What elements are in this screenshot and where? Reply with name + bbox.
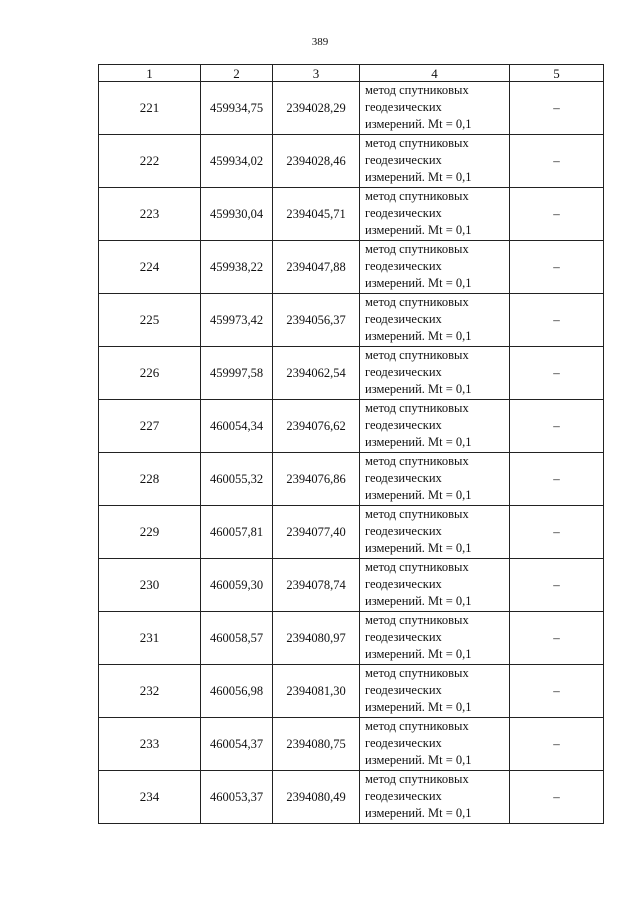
method-line: измерений. Mt = 0,1 (365, 435, 472, 449)
table-row (99, 347, 604, 400)
y-coordinate-cell: 2394080,49 (273, 771, 360, 824)
column-5-cell: – (510, 241, 604, 294)
method-cell (360, 665, 510, 718)
table-row (99, 188, 604, 241)
method-line: метод спутниковых (365, 295, 469, 309)
method-line: измерений. Mt = 0,1 (365, 329, 472, 343)
point-number-cell: 225 (99, 294, 201, 347)
y-coordinate-cell: 2394077,40 (273, 506, 360, 559)
coordinates-table (98, 64, 604, 824)
method-line: измерений. Mt = 0,1 (365, 541, 472, 555)
method-line: измерений. Mt = 0,1 (365, 276, 472, 290)
table-row (99, 135, 604, 188)
y-coordinate-cell: 2394062,54 (273, 347, 360, 400)
table-header-row (99, 65, 604, 82)
method-line: геодезических (365, 789, 442, 803)
point-number-cell: 226 (99, 347, 201, 400)
column-5-cell: – (510, 400, 604, 453)
method-line: метод спутниковых (365, 348, 469, 362)
method-line: измерений. Mt = 0,1 (365, 594, 472, 608)
method-line: геодезических (365, 100, 442, 114)
point-number-cell: 222 (99, 135, 201, 188)
table-row (99, 82, 604, 135)
y-coordinate-cell: 2394080,75 (273, 718, 360, 771)
y-coordinate-cell: 2394028,29 (273, 82, 360, 135)
method-cell (360, 771, 510, 824)
y-coordinate-cell: 2394056,37 (273, 294, 360, 347)
method-line: метод спутниковых (365, 401, 469, 415)
method-line: геодезических (365, 630, 442, 644)
column-5-cell: – (510, 135, 604, 188)
column-5-cell: – (510, 718, 604, 771)
y-coordinate-cell: 2394076,86 (273, 453, 360, 506)
method-line: измерений. Mt = 0,1 (365, 117, 472, 131)
method-line: геодезических (365, 206, 442, 220)
y-coordinate-cell: 2394028,46 (273, 135, 360, 188)
column-5-cell: – (510, 347, 604, 400)
page-number: 389 (311, 36, 329, 48)
column-5-cell: – (510, 294, 604, 347)
x-coordinate-cell: 460054,37 (201, 718, 273, 771)
method-line: метод спутниковых (365, 454, 469, 468)
x-coordinate-cell: 460057,81 (201, 506, 273, 559)
column-header: 1 (99, 65, 201, 82)
method-cell (360, 135, 510, 188)
point-number-cell: 231 (99, 612, 201, 665)
x-coordinate-cell: 460055,32 (201, 453, 273, 506)
method-cell (360, 718, 510, 771)
x-coordinate-cell: 460054,34 (201, 400, 273, 453)
method-line: геодезических (365, 683, 442, 697)
y-coordinate-cell: 2394047,88 (273, 241, 360, 294)
method-line: геодезических (365, 312, 442, 326)
method-line: геодезических (365, 471, 442, 485)
method-line: метод спутниковых (365, 666, 469, 680)
method-line: метод спутниковых (365, 719, 469, 733)
column-5-cell: – (510, 506, 604, 559)
x-coordinate-cell: 459930,04 (201, 188, 273, 241)
method-line: измерений. Mt = 0,1 (365, 488, 472, 502)
method-cell (360, 188, 510, 241)
x-coordinate-cell: 459973,42 (201, 294, 273, 347)
x-coordinate-cell: 460053,37 (201, 771, 273, 824)
method-cell (360, 453, 510, 506)
table-row (99, 241, 604, 294)
method-line: измерений. Mt = 0,1 (365, 647, 472, 661)
table-row (99, 771, 604, 824)
point-number-cell: 221 (99, 82, 201, 135)
method-cell (360, 347, 510, 400)
method-line: измерений. Mt = 0,1 (365, 700, 472, 714)
table-row (99, 665, 604, 718)
x-coordinate-cell: 459934,02 (201, 135, 273, 188)
x-coordinate-cell: 459938,22 (201, 241, 273, 294)
method-cell (360, 559, 510, 612)
column-5-cell: – (510, 82, 604, 135)
method-cell (360, 294, 510, 347)
y-coordinate-cell: 2394045,71 (273, 188, 360, 241)
method-line: геодезических (365, 365, 442, 379)
method-line: измерений. Mt = 0,1 (365, 753, 472, 767)
point-number-cell: 227 (99, 400, 201, 453)
column-5-cell: – (510, 771, 604, 824)
column-5-cell: – (510, 559, 604, 612)
method-line: метод спутниковых (365, 613, 469, 627)
table-row (99, 612, 604, 665)
method-line: метод спутниковых (365, 242, 469, 256)
point-number-cell: 232 (99, 665, 201, 718)
table-row (99, 400, 604, 453)
table-row (99, 506, 604, 559)
method-line: метод спутниковых (365, 560, 469, 574)
method-line: измерений. Mt = 0,1 (365, 382, 472, 396)
method-cell (360, 82, 510, 135)
table-row (99, 559, 604, 612)
table-row (99, 294, 604, 347)
y-coordinate-cell: 2394080,97 (273, 612, 360, 665)
method-cell (360, 612, 510, 665)
point-number-cell: 233 (99, 718, 201, 771)
method-line: геодезических (365, 577, 442, 591)
method-line: метод спутниковых (365, 507, 469, 521)
y-coordinate-cell: 2394078,74 (273, 559, 360, 612)
column-header: 3 (273, 65, 360, 82)
method-line: геодезических (365, 153, 442, 167)
point-number-cell: 224 (99, 241, 201, 294)
method-line: метод спутниковых (365, 83, 469, 97)
column-5-cell: – (510, 188, 604, 241)
column-header: 4 (360, 65, 510, 82)
point-number-cell: 228 (99, 453, 201, 506)
column-5-cell: – (510, 612, 604, 665)
x-coordinate-cell: 460056,98 (201, 665, 273, 718)
point-number-cell: 223 (99, 188, 201, 241)
table-row (99, 718, 604, 771)
method-line: метод спутниковых (365, 189, 469, 203)
y-coordinate-cell: 2394081,30 (273, 665, 360, 718)
method-line: геодезических (365, 524, 442, 538)
x-coordinate-cell: 459934,75 (201, 82, 273, 135)
point-number-cell: 234 (99, 771, 201, 824)
y-coordinate-cell: 2394076,62 (273, 400, 360, 453)
method-line: метод спутниковых (365, 772, 469, 786)
method-cell (360, 400, 510, 453)
method-line: метод спутниковых (365, 136, 469, 150)
x-coordinate-cell: 460058,57 (201, 612, 273, 665)
x-coordinate-cell: 460059,30 (201, 559, 273, 612)
point-number-cell: 229 (99, 506, 201, 559)
method-line: измерений. Mt = 0,1 (365, 170, 472, 184)
method-line: геодезических (365, 259, 442, 273)
point-number-cell: 230 (99, 559, 201, 612)
x-coordinate-cell: 459997,58 (201, 347, 273, 400)
table-row (99, 453, 604, 506)
table-body (99, 82, 604, 824)
method-cell (360, 241, 510, 294)
method-line: измерений. Mt = 0,1 (365, 223, 472, 237)
method-cell (360, 506, 510, 559)
method-line: измерений. Mt = 0,1 (365, 806, 472, 820)
column-header: 5 (510, 65, 604, 82)
method-line: геодезических (365, 736, 442, 750)
method-line: геодезических (365, 418, 442, 432)
column-5-cell: – (510, 453, 604, 506)
column-5-cell: – (510, 665, 604, 718)
column-header: 2 (201, 65, 273, 82)
